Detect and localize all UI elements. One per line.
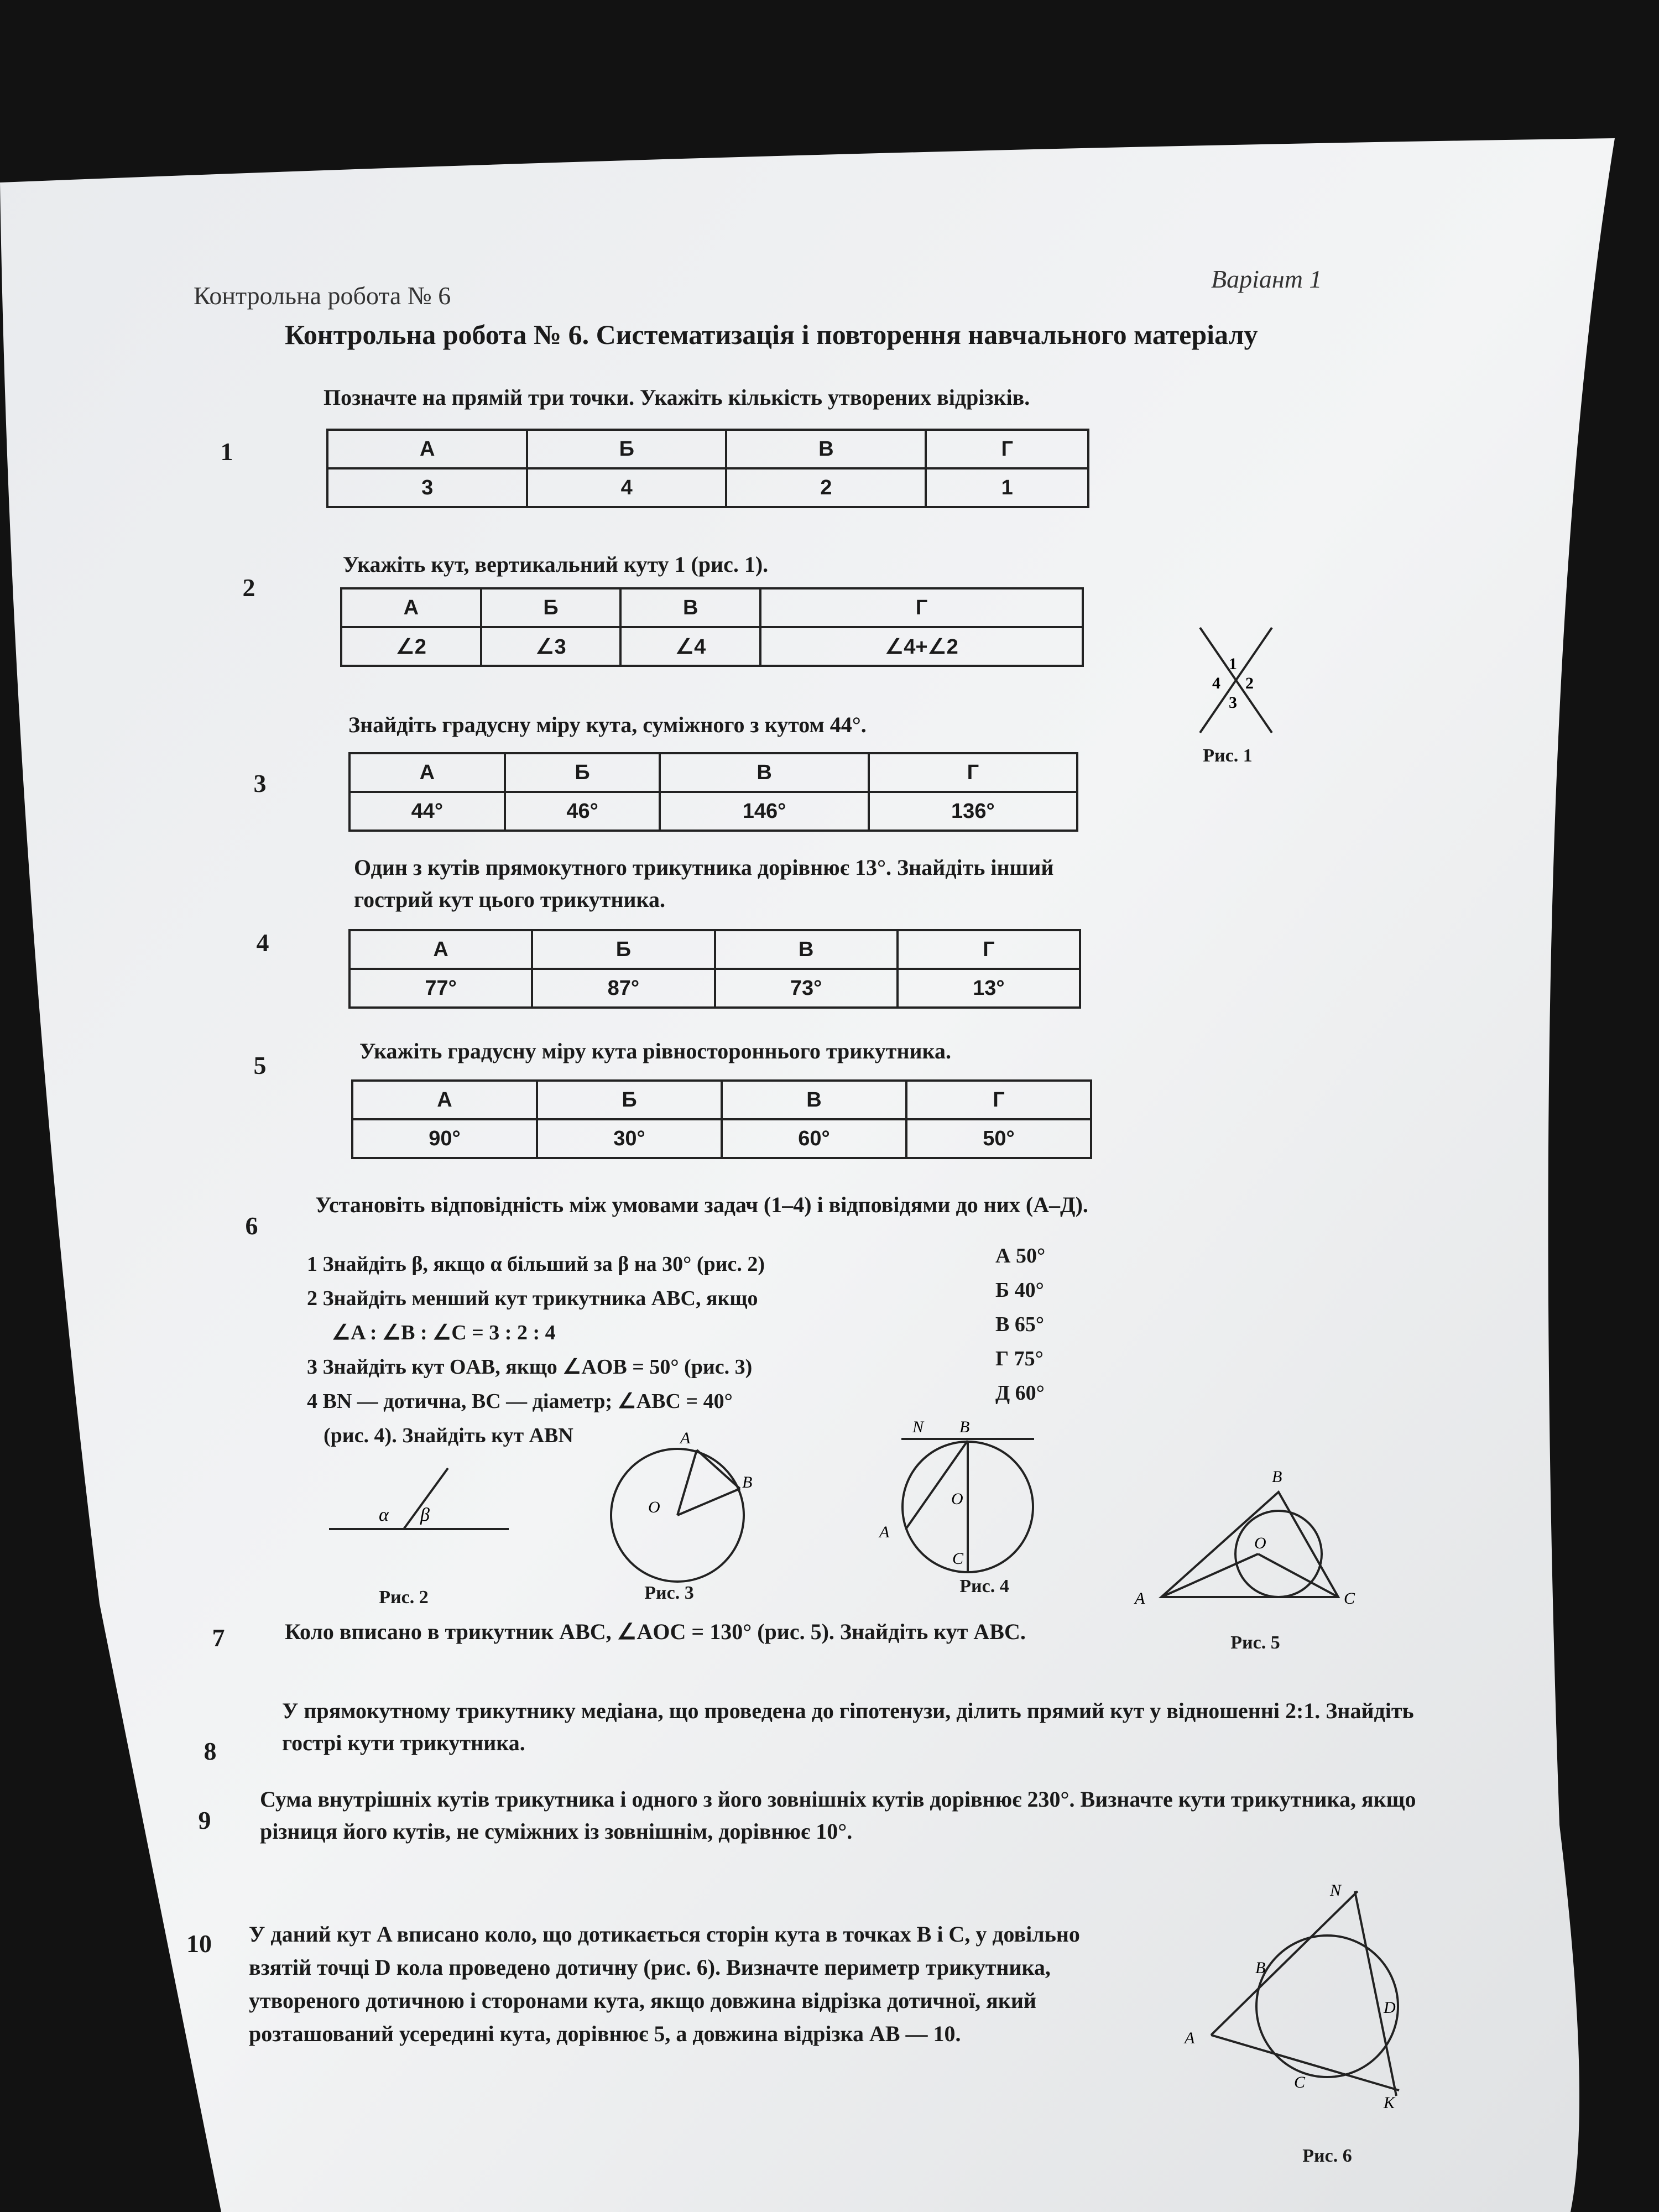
angle-label: 3 xyxy=(1229,693,1237,712)
answer-option[interactable]: ∠3 xyxy=(481,627,621,666)
question-number: 10 xyxy=(186,1929,212,1958)
answer-table xyxy=(326,429,1089,508)
question-text: Знайдіть градусну міру кута, суміжного з кутом 44°. xyxy=(348,712,867,737)
answer-label: А xyxy=(341,588,481,627)
answer-labels-row xyxy=(327,430,1088,468)
answer-table xyxy=(340,587,1084,667)
point-label: N xyxy=(912,1418,924,1436)
point-label: B xyxy=(1272,1468,1282,1486)
point-label: O xyxy=(1254,1534,1266,1552)
question-text: У даний кут A вписано коло, що дотикається сторін кута в точках B і C, у довільно взятій точці D кола проведено дотичну (рис. 6). Визначте периметр трикутника, утвореного дотичною і сторонами кута, якщо довжина відрізка дотичної, який розташований усередині кута, дорівнює 5, а довжина відрізка AB — 10. xyxy=(249,1922,1080,2046)
page-title: Контрольна робота № 6. Систематизація і повторення навчального матеріалу xyxy=(285,319,1258,350)
question-text: Сума внутрішніх кутів трикутника і одного з його зовнішніх кутів дорівнює 230°. Визначте кути трикутника, якщо різниця його кутів, не суміжних із зовнішнім, дорівнює 10°. xyxy=(260,1787,1416,1844)
question-number: 2 xyxy=(242,573,255,602)
answer-label: Г xyxy=(906,1081,1091,1119)
question-text: Установіть відповідність між умовами задач (1–4) і відповідями до них (А–Д). xyxy=(315,1192,1088,1217)
point-label: B xyxy=(959,1418,970,1436)
question-number: 1 xyxy=(220,437,233,466)
condition-item: ∠A : ∠B : ∠C = 3 : 2 : 4 xyxy=(332,1321,556,1344)
answer-option[interactable]: А 50° xyxy=(995,1244,1046,1267)
question-number: 3 xyxy=(253,769,267,797)
answer-labels-row xyxy=(349,753,1077,792)
figure-1-crossing-lines xyxy=(1183,619,1294,741)
point-label: O xyxy=(951,1490,963,1508)
condition-item: 1 Знайдіть β, якщо α більший за β на 30° (рис. 2) xyxy=(307,1253,765,1276)
figure-6-angle-inscribed-circle xyxy=(1161,1880,1449,2124)
figure-1-caption: Рис. 1 xyxy=(1203,745,1253,766)
answer-option[interactable]: 4 xyxy=(527,468,726,507)
point-label: B xyxy=(742,1473,753,1491)
answer-option[interactable]: 90° xyxy=(352,1119,537,1158)
figure-5-inscribed-circle xyxy=(1123,1465,1377,1620)
question-text: У прямокутному трикутнику медіана, що проведена до гіпотенузи, ділить прямий кут у відношенні 2:1. Знайдіть гострі кути трикутника. xyxy=(282,1698,1414,1755)
point-label: C xyxy=(1344,1589,1355,1608)
answer-label: А xyxy=(349,753,505,792)
answer-label: Г xyxy=(926,430,1088,468)
figure-2-angles-on-line xyxy=(321,1460,514,1548)
answer-option[interactable]: 13° xyxy=(898,969,1080,1008)
question-number: 6 xyxy=(245,1212,258,1240)
answer-labels-row xyxy=(341,588,1083,627)
point-label: C xyxy=(1294,2073,1306,2091)
answer-label: В xyxy=(620,588,760,627)
answer-option[interactable]: 46° xyxy=(505,792,660,831)
beta-label: β xyxy=(420,1505,430,1525)
point-label: A xyxy=(680,1429,691,1447)
answer-label: А xyxy=(327,430,527,468)
answer-option[interactable]: 3 xyxy=(327,468,527,507)
answer-label: Б xyxy=(527,430,726,468)
answer-label: В xyxy=(660,753,868,792)
answer-label: Б xyxy=(532,930,714,969)
answer-label: В xyxy=(722,1081,906,1119)
answer-option[interactable]: 77° xyxy=(349,969,532,1008)
answer-option[interactable]: Б 40° xyxy=(995,1279,1044,1302)
point-label: A xyxy=(879,1523,890,1541)
answer-label: Г xyxy=(760,588,1083,627)
question-number: 4 xyxy=(256,928,269,957)
answer-label: Г xyxy=(898,930,1080,969)
alpha-label: α xyxy=(379,1505,389,1525)
condition-item: (рис. 4). Знайдіть кут ABN xyxy=(324,1424,573,1447)
point-label: K xyxy=(1384,2094,1395,2112)
answer-label: Б xyxy=(505,753,660,792)
figure-5-caption: Рис. 5 xyxy=(1230,1632,1280,1653)
condition-item: 2 Знайдіть менший кут трикутника ABC, якщо xyxy=(307,1287,758,1310)
angle-label: 1 xyxy=(1229,655,1237,673)
answer-label: А xyxy=(349,930,532,969)
point-label: B xyxy=(1255,1959,1266,1977)
answer-label: Б xyxy=(537,1081,722,1119)
answer-table xyxy=(351,1079,1092,1159)
answer-option[interactable]: ∠2 xyxy=(341,627,481,666)
header-variant: Варіант 1 xyxy=(1211,265,1322,293)
question-text: Один з кутів прямокутного трикутника дорівнює 13°. Знайдіть інший гострий кут цього трикутника. xyxy=(354,855,1054,912)
answer-values-row xyxy=(352,1119,1091,1158)
answer-label: А xyxy=(352,1081,537,1119)
question-text: Укажіть кут, вертикальний куту 1 (рис. 1). xyxy=(343,552,769,577)
question-text: Укажіть градусну міру кута рівностороннього трикутника. xyxy=(359,1039,951,1063)
point-label: A xyxy=(1135,1589,1145,1608)
answer-values-row xyxy=(327,468,1088,507)
answer-option[interactable]: 2 xyxy=(726,468,926,507)
figure-4-circle-tangent xyxy=(868,1416,1051,1582)
answer-label: Г xyxy=(869,753,1077,792)
answer-option[interactable]: 146° xyxy=(660,792,868,831)
answer-option[interactable]: Г 75° xyxy=(995,1347,1044,1370)
answer-option[interactable]: 44° xyxy=(349,792,505,831)
question-number: 7 xyxy=(212,1624,225,1652)
question-text: Позначте на прямій три точки. Укажіть кількість утворених відрізків. xyxy=(324,385,1030,410)
question-text: Коло вписано в трикутник ABC, ∠AOC = 130° (рис. 5). Знайдіть кут ABC. xyxy=(285,1619,1026,1644)
answer-option[interactable]: 73° xyxy=(715,969,898,1008)
answer-label: Б xyxy=(481,588,621,627)
answer-label: В xyxy=(715,930,898,969)
answer-option[interactable]: 60° xyxy=(722,1119,906,1158)
matching-options xyxy=(995,1239,1106,1410)
answer-values-row xyxy=(341,627,1083,666)
answer-option[interactable]: Д 60° xyxy=(995,1381,1045,1405)
figure-3-caption: Рис. 3 xyxy=(644,1583,694,1603)
answer-option[interactable]: 136° xyxy=(869,792,1077,831)
figure-6-caption: Рис. 6 xyxy=(1302,2146,1352,2166)
question-number: 9 xyxy=(198,1806,211,1834)
header-left: Контрольна робота № 6 xyxy=(194,281,451,310)
answer-option[interactable]: 50° xyxy=(906,1119,1091,1158)
answer-label: В xyxy=(726,430,926,468)
point-label: A xyxy=(1185,2029,1195,2047)
question-number: 8 xyxy=(204,1737,217,1765)
answer-labels-row xyxy=(352,1081,1091,1119)
answer-values-row xyxy=(349,792,1077,831)
question-number: 5 xyxy=(253,1051,267,1079)
answer-values-row xyxy=(349,969,1080,1008)
answer-option[interactable]: 1 xyxy=(926,468,1088,507)
figure-4-caption: Рис. 4 xyxy=(959,1576,1009,1597)
angle-label: 2 xyxy=(1245,674,1254,692)
answer-option[interactable]: ∠4+∠2 xyxy=(760,627,1083,666)
figure-3-circle-chord xyxy=(597,1427,780,1587)
figure-2-caption: Рис. 2 xyxy=(379,1587,429,1608)
angle-label: 4 xyxy=(1212,674,1220,692)
point-label: D xyxy=(1384,1999,1396,2017)
answer-table xyxy=(348,929,1081,1009)
answer-option[interactable]: 87° xyxy=(532,969,714,1008)
point-label: O xyxy=(648,1498,660,1516)
answer-option[interactable]: 30° xyxy=(537,1119,722,1158)
answer-labels-row xyxy=(349,930,1080,969)
condition-item: 4 BN — дотична, BC — діаметр; ∠ABC = 40° xyxy=(307,1390,733,1413)
answer-option[interactable]: В 65° xyxy=(995,1313,1045,1336)
answer-table xyxy=(348,752,1078,832)
condition-item: 3 Знайдіть кут OAB, якщо ∠AOB = 50° (рис. 3) xyxy=(307,1355,753,1379)
point-label: N xyxy=(1330,1881,1342,1900)
point-label: C xyxy=(952,1550,964,1568)
answer-option[interactable]: ∠4 xyxy=(620,627,760,666)
